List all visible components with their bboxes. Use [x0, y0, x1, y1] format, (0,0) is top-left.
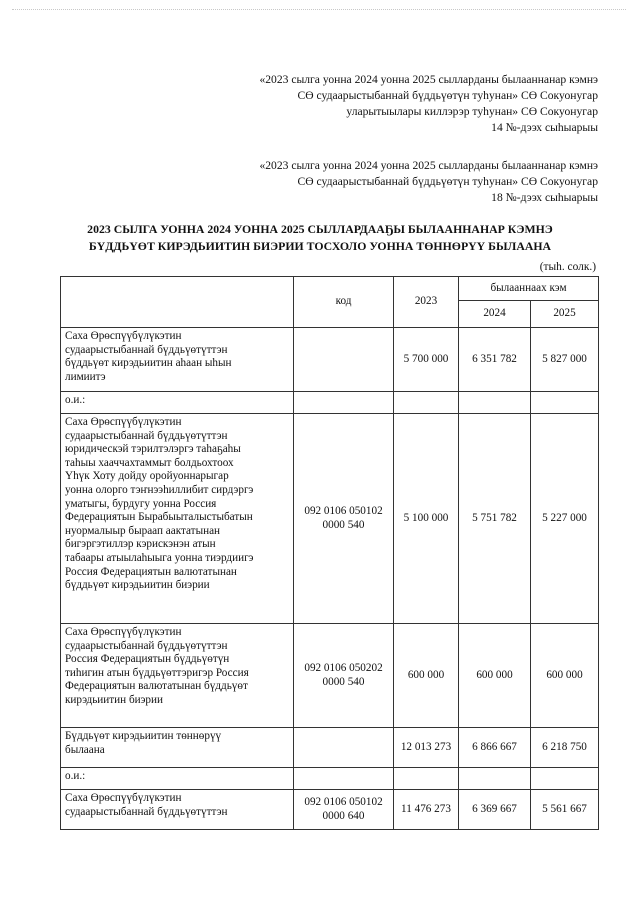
row-value-2025: 5 827 000: [531, 328, 599, 392]
table-row: [61, 392, 599, 414]
row-name: Саха Өрөспүүбүлүкэтин судаарыстыбаннай бүддьүөтүттэн юридическэй тэрилтэлэргэ таһаҕаһы таһыы хааччахтаммыт болдьохтоох Үһүк Хоту дойду оройуоннарыгар уонна олорго тэҥнээһиллибит сирдэргэ уматыгы, бурдугу уонна Россия Федерациятын Бырабыыталыстыбатын нуормалыыр быраап аактатынан бигэргэтиллэр кэрискэнэн атын табаары атыылаһыыга уонна тиэрдиигэ Россия Федерациятын валютатынан бүддьүөт кирэдьиитин биэрии: [65, 416, 254, 592]
budget-credit-table: [60, 276, 599, 830]
header-year-2024: 2024: [459, 301, 531, 328]
appendix-references: [178, 72, 598, 228]
row-value-2025: 600 000: [531, 624, 599, 728]
table-row: [61, 768, 599, 790]
reference-line: «2023 сылга уонна 2024 уонна 2025 сылларданы былааннанар кэмнэ: [259, 159, 598, 172]
header-name-cell: [61, 277, 294, 328]
header-plan-period: былааннаах кэм: [459, 277, 599, 301]
row-name: Бүддьүөт кирэдьиитин төннөрүү былаана: [65, 730, 222, 756]
row-name: Саха Өрөспүүбүлүкэтин судаарыстыбаннай бүддьүөтүттэн Россия Федерациятын бүддьүөтүн тиһигин атын бүддьүөттэригэр Россия Федерациятын валютатынан бүддьүөт кирэдьиитин биэрии: [65, 626, 249, 706]
appendix-reference-18: [178, 158, 598, 206]
reference-line: «2023 сылга уонна 2024 уонна 2025 сылларданы былааннанар кэмнэ: [259, 73, 598, 86]
row-value-2025: [531, 768, 599, 790]
header-year-2023: 2023: [394, 277, 459, 328]
row-value-2024: 600 000: [459, 624, 531, 728]
reference-line: 14 №-дээх сыһыарыы: [491, 121, 598, 134]
table-row: [61, 790, 599, 830]
reference-line: 18 №-дээх сыһыарыы: [491, 191, 598, 204]
title-line: 2023 СЫЛГА УОННА 2024 УОННА 2025 СЫЛЛАРДААҔЫ БЫЛААННАНАР КЭМНЭ: [87, 222, 553, 236]
row-name: Саха Өрөспүүбүлүкэтин судаарыстыбаннай бүддьүөтүттэн бүддьүөт кирэдьиитин аһаан ыһын лимиитэ: [65, 330, 232, 383]
header-year-2025: 2025: [531, 301, 599, 328]
row-name: о.и.:: [65, 394, 86, 406]
row-value-2023: 12 013 273: [394, 728, 459, 768]
row-value-2025: 6 218 750: [531, 728, 599, 768]
title-line: БҮДДЬҮӨТ КИРЭДЬИИТИН БИЭРИИ ТОСХОЛО УОННА ТӨННӨРҮҮ БЫЛААНА: [88, 239, 552, 253]
row-value-2024: 5 751 782: [459, 414, 531, 624]
row-value-2024: [459, 392, 531, 414]
row-name: Саха Өрөспүүбүлүкэтин судаарыстыбаннай бүддьүөтүттэн: [65, 792, 228, 818]
row-value-2025: 5 561 667: [531, 790, 599, 830]
row-value-2023: [394, 768, 459, 790]
row-value-2024: 6 351 782: [459, 328, 531, 392]
row-value-2025: [531, 392, 599, 414]
row-value-2023: 600 000: [394, 624, 459, 728]
row-value-2023: 5 100 000: [394, 414, 459, 624]
row-code: 092 0106 050202 0000 540: [304, 661, 383, 688]
page-top-dotted-line: [12, 9, 626, 10]
unit-label: (тыһ. солк.): [539, 261, 596, 273]
table-row: [61, 624, 599, 728]
document-title: [40, 221, 600, 255]
row-value-2025: 5 227 000: [531, 414, 599, 624]
reference-line: СӨ судаарыстыбаннай бүддьүөтүн туһунан» СӨ Сокуонугар: [297, 89, 598, 102]
row-code: 092 0106 050102 0000 640: [304, 795, 383, 822]
table-row: [61, 414, 599, 624]
header-code: код: [294, 277, 394, 328]
table-row: [61, 328, 599, 392]
appendix-reference-14: [178, 72, 598, 136]
row-value-2023: 11 476 273: [394, 790, 459, 830]
row-code: 092 0106 050102 0000 540: [304, 504, 383, 531]
row-value-2023: [394, 392, 459, 414]
table-row: [61, 728, 599, 768]
row-name: о.и.:: [65, 770, 86, 782]
row-value-2024: [459, 768, 531, 790]
row-value-2023: 5 700 000: [394, 328, 459, 392]
reference-line: СӨ судаарыстыбаннай бүддьүөтүн туһунан» СӨ Сокуонугар: [297, 175, 598, 188]
row-value-2024: 6 866 667: [459, 728, 531, 768]
row-value-2024: 6 369 667: [459, 790, 531, 830]
reference-line: уларытыылары киллэрэр туһунан» СӨ Сокуонугар: [346, 105, 598, 118]
